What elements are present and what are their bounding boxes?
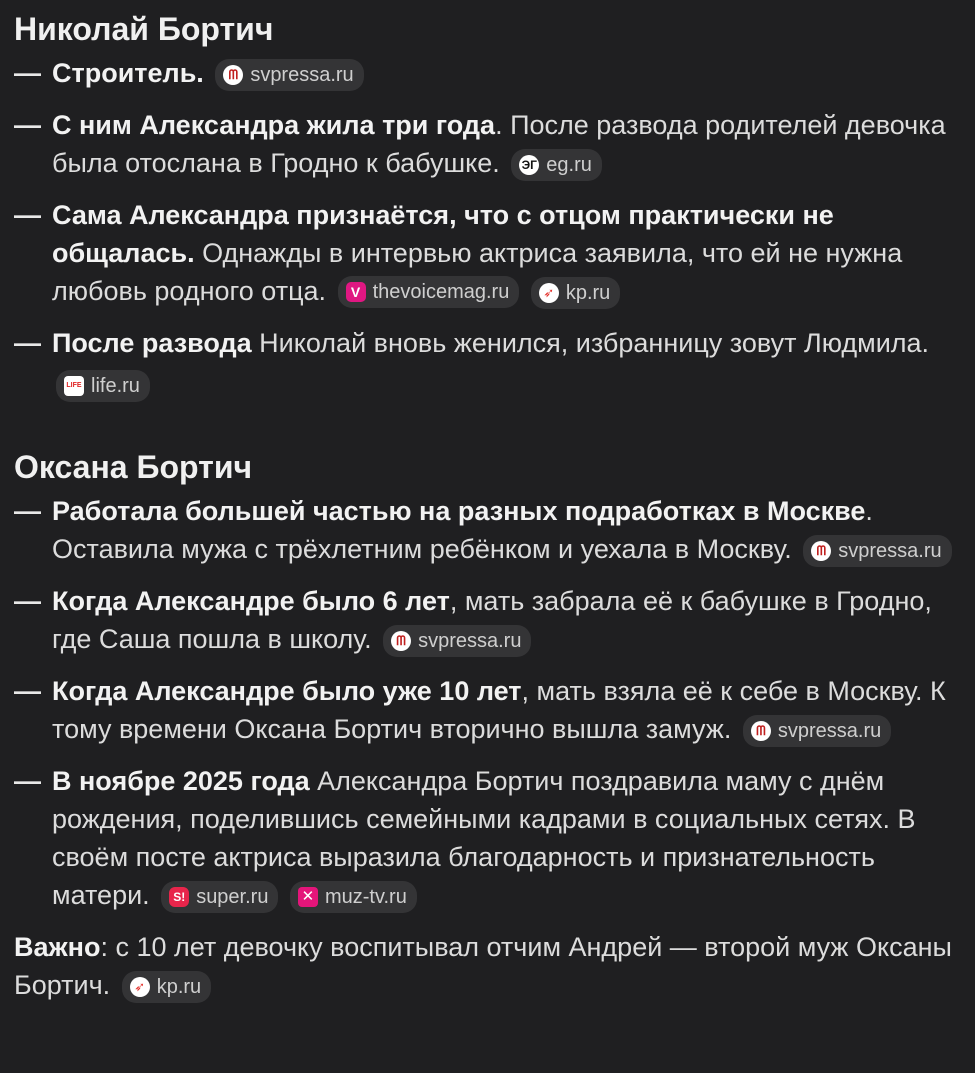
source-chip-muz-tv-ru[interactable] <box>290 881 417 913</box>
super-icon: S! <box>169 887 189 907</box>
item-text: . После развода родителей девочка была отослана в Гродно к бабушке. <box>52 110 946 178</box>
muz-tv-icon: ✕ <box>298 887 318 907</box>
svpressa-icon: ᗰ <box>391 631 411 651</box>
note-sources <box>118 970 211 1000</box>
kp-icon: ➶ <box>130 977 150 997</box>
list-item <box>14 762 961 914</box>
item-bold: В ноябре 2025 года <box>52 766 310 796</box>
list-item <box>14 492 961 568</box>
item-text: Николай вновь женился, избранницу зовут Людмила. <box>251 328 930 358</box>
source-label: svpressa.ru <box>777 720 882 742</box>
list-item <box>14 672 961 748</box>
svpressa-icon: ᗰ <box>223 65 243 85</box>
item-bold: Строитель. <box>52 58 204 88</box>
item-bold: После развода <box>52 328 252 358</box>
life-icon: LIFE <box>64 376 84 396</box>
dash-bullet: — <box>14 110 41 140</box>
section-title: Николай Бортич <box>14 11 274 47</box>
dash-bullet: — <box>14 200 41 230</box>
source-chip-kp-ru[interactable] <box>122 971 211 1003</box>
list-item <box>14 106 961 182</box>
dash-bullet: — <box>14 586 41 616</box>
item-bold: Сама Александра признаётся, что с отцом практически не общалась. <box>52 200 834 268</box>
item-text: . Оставила мужа с трёхлетним ребёнком и уехала в Москву. <box>52 496 873 564</box>
source-chip-svpressa-ru[interactable] <box>743 715 891 747</box>
note-text: : с 10 лет девочку воспитывал отчим Андрей — второй муж Оксаны Бортич. <box>14 932 952 1000</box>
dash-bullet: — <box>14 496 41 526</box>
source-chip-svpressa-ru[interactable] <box>215 59 363 91</box>
source-label: eg.ru <box>546 154 592 176</box>
source-chip-kp-ru[interactable] <box>531 277 620 309</box>
source-label: life.ru <box>91 375 140 397</box>
item-bold: Работала большей частью на разных подработках в Москве <box>52 496 866 526</box>
dash-bullet: — <box>14 766 41 796</box>
item-bold: Когда Александре было уже 10 лет <box>52 676 522 706</box>
item-text: , мать забрала её к бабушке в Гродно, где Саша пошла в школу. <box>52 586 932 654</box>
dash-bullet: — <box>14 58 41 88</box>
section-list <box>14 492 961 914</box>
source-chip-svpressa-ru[interactable] <box>383 625 531 657</box>
dash-bullet: — <box>14 328 41 358</box>
item-text: Однажды в интервью актриса заявила, что ей не нужна любовь родного отца. <box>52 238 903 306</box>
item-text: , мать взяла её к себе в Москву. К тому времени Оксана Бортич вторично вышла замуж. <box>52 676 946 744</box>
source-label: kp.ru <box>565 282 611 304</box>
source-label: thevoicemag.ru <box>372 281 510 303</box>
list-item <box>14 582 961 658</box>
svpressa-icon: ᗰ <box>811 541 831 561</box>
source-chip-super-ru[interactable] <box>161 881 278 913</box>
note-bold: Важно <box>14 932 101 962</box>
important-note <box>14 928 961 1004</box>
section-list <box>14 54 961 402</box>
source-chip-svpressa-ru[interactable] <box>803 535 951 567</box>
item-bold: С ним Александра жила три года <box>52 110 496 140</box>
svpressa-icon: ᗰ <box>751 721 771 741</box>
section-title: Оксана Бортич <box>14 449 253 485</box>
eg-icon: ЭГ <box>519 155 539 175</box>
source-label: super.ru <box>196 886 269 908</box>
item-text: Александра Бортич поздравила маму с днём рождения, поделившись семейными кадрами в социальных сетях. В своём посте актриса выразила благодарность и признательность матери. <box>52 766 916 910</box>
source-label: svpressa.ru <box>838 540 942 562</box>
source-label: kp.ru <box>156 976 202 998</box>
list-item <box>14 196 961 310</box>
kp-icon: ➶ <box>539 283 559 303</box>
source-chip-thevoicemag-ru[interactable] <box>338 276 520 308</box>
source-label: svpressa.ru <box>418 630 522 652</box>
source-chip-eg-ru[interactable] <box>511 149 602 181</box>
sections <box>14 8 961 914</box>
source-label: svpressa.ru <box>250 64 354 86</box>
item-bold: Когда Александре было 6 лет <box>52 586 450 616</box>
voice-icon: V <box>346 282 366 302</box>
list-item <box>14 324 961 402</box>
source-chip-life-ru[interactable] <box>56 370 150 402</box>
source-label: muz-tv.ru <box>324 886 407 908</box>
list-item <box>14 54 961 92</box>
dash-bullet: — <box>14 676 41 706</box>
